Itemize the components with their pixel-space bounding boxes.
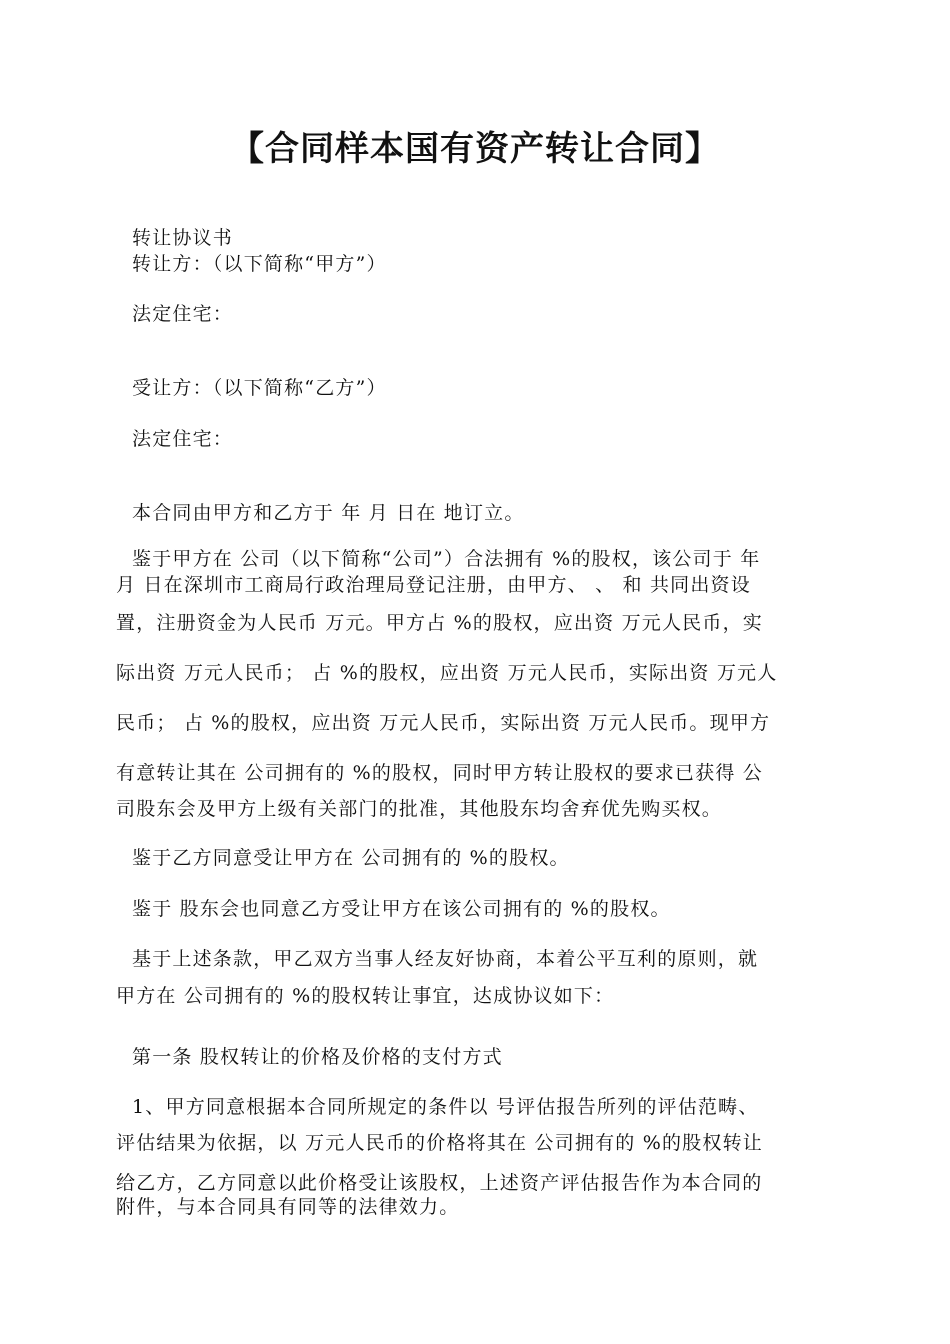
recital-2-line: 鉴于乙方同意受让甲方在 公司拥有的 %的股权。 — [132, 847, 570, 869]
article-1-clause-1-line-2: 评估结果为依据，以 万元人民币的价格将其在 公司拥有的 %的股权转让 — [116, 1132, 763, 1154]
recital-3-line: 鉴于 股东会也同意乙方受让甲方在该公司拥有的 %的股权。 — [132, 898, 671, 920]
article-1-heading: 第一条 股权转让的价格及价格的支付方式 — [132, 1046, 503, 1068]
transferee-address-line: 法定住宅： — [132, 428, 234, 450]
contract-date-paragraph: 本合同由甲方和乙方于 年 月 日在 地订立。 — [132, 502, 525, 524]
agreement-basis-line-2: 甲方在 公司拥有的 %的股权转让事宜，达成协议如下： — [116, 985, 615, 1007]
agreement-basis-line-1: 基于上述条款，甲乙双方当事人经友好协商，本着公平互利的原则，就 — [132, 948, 759, 970]
transferor-line: 转让方：（以下简称“甲方”） — [132, 253, 387, 275]
article-1-clause-1-line-4: 附件，与本合同具有同等的法律效力。 — [116, 1196, 460, 1218]
recital-1-line-6: 有意转让其在 公司拥有的 %的股权，同时甲方转让股权的要求已获得 公 — [116, 762, 763, 784]
transferee-line: 受让方：（以下简称“乙方”） — [132, 377, 387, 399]
article-1-clause-1-line-3: 给乙方，乙方同意以此价格受让该股权，上述资产评估报告作为本合同的 — [116, 1172, 763, 1194]
recital-1-line-7: 司股东会及甲方上级有关部门的批准，其他股东均舍弃优先购买权。 — [116, 798, 723, 820]
transferor-address-line: 法定住宅： — [132, 303, 234, 325]
document-title: 【合同样本国有资产转让合同】 — [230, 129, 720, 169]
recital-1-line-5: 民币； 占 %的股权，应出资 万元人民币，实际出资 万元人民币。现甲方 — [116, 712, 771, 734]
recital-1-line-2: 月 日在深圳市工商局行政治理局登记注册，由甲方、 、 和 共同出资设 — [116, 574, 751, 596]
recital-1-line-4: 际出资 万元人民币； 占 %的股权，应出资 万元人民币，实际出资 万元人 — [116, 662, 778, 684]
article-1-clause-1-line-1: 1、甲方同意根据本合同所规定的条件以 号评估报告所列的评估范畴、 — [132, 1096, 759, 1118]
agreement-heading: 转让协议书 — [132, 227, 234, 249]
recital-1-line-1: 鉴于甲方在 公司（以下简称“公司”）合法拥有 %的股权，该公司于 年 — [132, 548, 761, 570]
recital-1-line-3: 置，注册资金为人民币 万元。甲方占 %的股权，应出资 万元人民币，实 — [116, 612, 763, 634]
